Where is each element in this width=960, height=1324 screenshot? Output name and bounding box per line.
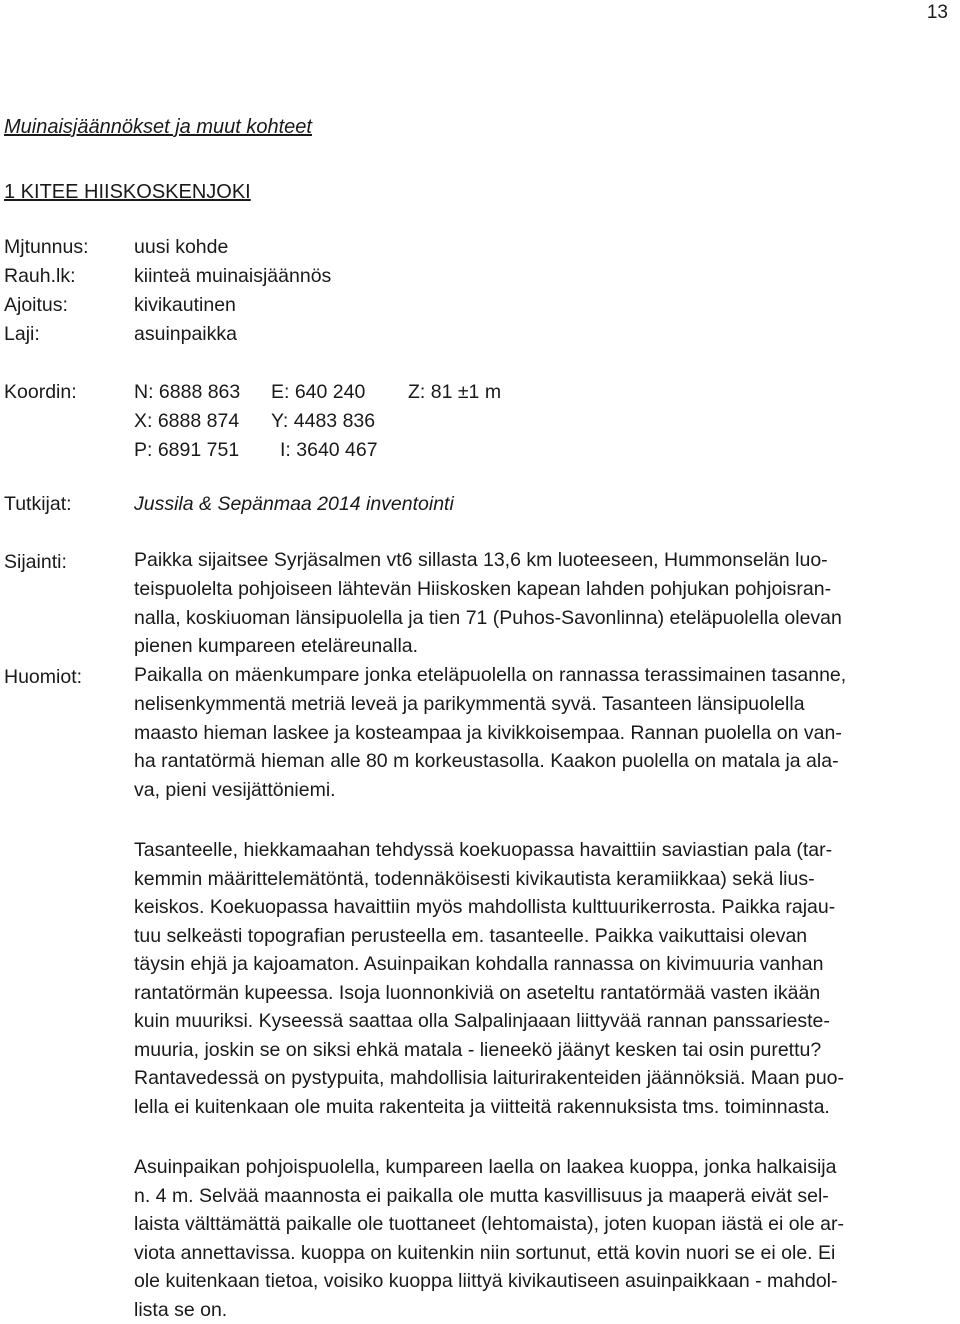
text-line: viota annettavissa. kuoppa on kuitenkin niin sortunut, että kovin nuori se ei ole. Ei [134, 1239, 954, 1268]
text-line: muuria, joskin se on siksi ehkä matala - lieneekö jäänyt kesken tai osin purettu? [134, 1036, 954, 1065]
coordinate-p: P: 6891 751 [134, 436, 239, 464]
meta-label: Rauh.lk: [4, 262, 76, 290]
coordinate-n: N: 6888 863 [134, 378, 240, 406]
findings-paragraph [134, 836, 954, 1121]
section-title: Muinaisjäännökset ja muut kohteet [4, 116, 312, 139]
text-line: keiskos. Koekuopassa havaittiin myös mahdollista kulttuurikerrosta. Paikka rajau- [134, 893, 954, 922]
text-line: tuu selkeästi topografian perusteella em. tasanteelle. Paikka vaikuttaisi olevan [134, 922, 954, 951]
text-line: kemmin määrittelemätöntä, todennäköisesti kivikautista keramiikkaa) sekä lius- [134, 865, 954, 894]
coordinate-i: I: 3640 467 [280, 436, 378, 464]
meta-value: uusi kohde [134, 233, 228, 261]
meta-label: Ajoitus: [4, 291, 68, 319]
text-line: va, pieni vesijättöniemi. [134, 776, 954, 805]
location-label: Sijainti: [4, 551, 67, 574]
page-number: 13 [927, 2, 948, 24]
meta-value: kiinteä muinaisjäännös [134, 262, 331, 290]
text-line: nalla, koskiuoman länsipuolella ja tien 71 (Puhos-Savonlinna) eteläpuolella olevan [134, 604, 954, 633]
researchers-label: Tutkijat: [4, 493, 72, 516]
text-line: Tasanteelle, hiekkamaahan tehdyssä koekuopassa havaittiin saviastian pala (tar- [134, 836, 954, 865]
text-line: Paikka sijaitsee Syrjäsalmen vt6 sillasta 13,6 km luoteeseen, Hummonselän luo- [134, 546, 954, 575]
text-line: teispuolelta pohjoiseen lähtevän Hiiskosken kapean lahden pohjukan pohjoisran- [134, 575, 954, 604]
text-line: lella ei kuitenkaan ole muita rakenteita ja viitteitä rakennuksista tms. toiminnasta. [134, 1093, 954, 1122]
text-line: Asuinpaikan pohjoispuolella, kumpareen laella on laakea kuoppa, jonka halkaisija [134, 1153, 954, 1182]
text-line: Paikalla on mäenkumpare jonka eteläpuolella on rannassa terassimainen tasanne, [134, 661, 954, 690]
text-line: lista se on. [134, 1296, 954, 1324]
coordinate-z: Z: 81 ±1 m [408, 378, 501, 406]
text-line: maasto hieman laskee ja kosteampaa ja kivikkoisempaa. Rannan puolella on van- [134, 719, 954, 748]
notes-label: Huomiot: [4, 666, 82, 689]
meta-value: asuinpaikka [134, 320, 237, 348]
text-line: pienen kumpareen eteläreunalla. [134, 632, 954, 661]
meta-label: Mjtunnus: [4, 233, 89, 261]
coordinate-e: E: 640 240 [271, 378, 365, 406]
pit-paragraph [134, 1153, 954, 1324]
text-line: kuin muuriksi. Kyseessä saattaa olla Salpalinjaaan liittyvää rannan panssarieste- [134, 1007, 954, 1036]
text-line: laista välttämättä paikalle ole tuottaneet (lehtomaista), joten kuopan iästä ei ole ar- [134, 1210, 954, 1239]
text-line: n. 4 m. Selvää maannosta ei paikalla ole mutta kasvillisuus ja maaperä eivät sel- [134, 1182, 954, 1211]
text-line: nelisenkymmentä metriä leveä ja parikymmentä syvä. Tasanteen länsipuolella [134, 690, 954, 719]
notes-text [134, 661, 954, 805]
coordinates-label: Koordin: [4, 378, 77, 406]
text-line: täysin ehjä ja kajoamaton. Asuinpaikan kohdalla rannassa on kivimuuria vanhan [134, 950, 954, 979]
coordinate-x: X: 6888 874 [134, 407, 239, 435]
researchers-value: Jussila & Sepänmaa 2014 inventointi [134, 493, 454, 516]
site-heading: 1 KITEE HIISKOSKENJOKI [4, 181, 251, 204]
text-line: ha rantatörmä hieman alle 80 m korkeustasolla. Kaakon puolella on matala ja ala- [134, 747, 954, 776]
meta-label: Laji: [4, 320, 40, 348]
text-line: Rantavedessä on pystypuita, mahdollisia laiturirakenteiden jäännöksiä. Maan puo- [134, 1064, 954, 1093]
coordinate-y: Y: 4483 836 [271, 407, 375, 435]
meta-value: kivikautinen [134, 291, 236, 319]
text-line: rantatörmän kupeessa. Isoja luonnonkiviä on aseteltu rantatörmää vasten ikään [134, 979, 954, 1008]
location-text [134, 546, 954, 661]
text-line: ole kuitenkaan tietoa, voisiko kuoppa liittyä kivikautiseen asuinpaikkaan - mahdol- [134, 1267, 954, 1296]
